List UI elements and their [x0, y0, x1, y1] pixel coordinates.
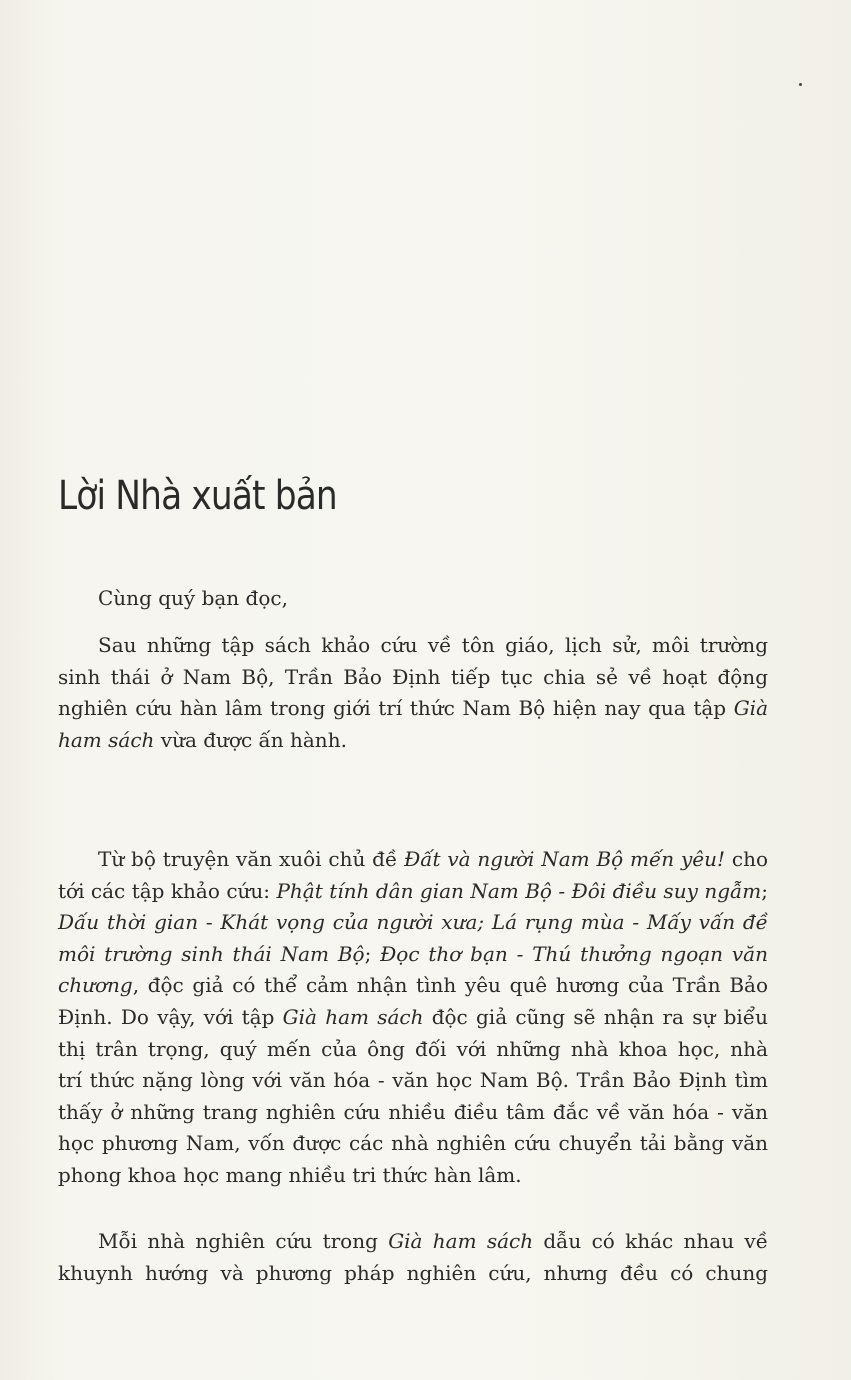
salutation-paragraph [98, 583, 768, 615]
italic-title-text: môi trường sinh thái Nam Bộ [58, 941, 365, 966]
body-text: khuynh hướng và phương pháp nghiên cứu, nhưng đều có chung [58, 1260, 768, 1285]
text-line [58, 662, 768, 694]
text-line [58, 876, 768, 908]
body-text: phong khoa học mang nhiều tri thức hàn lâm. [58, 1162, 522, 1187]
text-line [58, 630, 768, 662]
text-line [58, 1226, 768, 1258]
italic-title-text: Già [733, 696, 768, 721]
ink-speck [799, 83, 802, 86]
italic-title-text: Già ham sách [388, 1229, 534, 1253]
body-text: ; [364, 941, 381, 966]
body-text: vừa được ấn hành. [154, 727, 347, 752]
text-line [58, 970, 768, 1002]
body-text: trí thức nặng lòng với văn hóa - văn học Nam Bộ. Trần Bảo Định tìm [58, 1068, 768, 1093]
text-line [58, 693, 768, 725]
body-text: thị trân trọng, quý mến của ông đối với những nhà khoa học, nhà [58, 1036, 768, 1061]
paragraph-1 [58, 630, 768, 756]
salutation-text: Cùng quý bạn đọc, [98, 586, 288, 610]
italic-title-text: Phật tính dân gian Nam Bộ - Đôi điều suy ngẫm [276, 878, 762, 903]
text-line [58, 907, 768, 939]
italic-title-text: Dấu thời gian - Khát vọng của người xưa; Lá rụng mùa - Mấy vấn đề [58, 910, 768, 935]
text-line [58, 1097, 768, 1129]
body-text: độc giả cũng sẽ nhận ra sự biểu [423, 1004, 768, 1029]
italic-title-text: ham sách [58, 727, 155, 752]
text-line [58, 725, 768, 757]
body-text: ; [761, 878, 768, 903]
body-text: Mỗi nhà nghiên cứu trong [98, 1229, 389, 1253]
paragraph-2 [58, 844, 768, 1192]
text-line [58, 1065, 768, 1097]
text-line [58, 1034, 768, 1066]
text-line [58, 1128, 768, 1160]
text-line [58, 844, 768, 876]
body-text: thấy ở những trang nghiên cứu nhiều điều tâm đắc về văn hóa - văn [58, 1099, 768, 1124]
page-heading: Lời Nhà xuất bản [58, 473, 337, 519]
text-line [58, 939, 768, 971]
body-text: dẫu có khác nhau về [533, 1229, 768, 1253]
text-line [58, 1160, 768, 1192]
italic-title-text: Đọc thơ bạn - Thú thưởng ngoạn văn [380, 941, 768, 966]
text-line [58, 1002, 768, 1034]
body-text: Định. Do vậy, với tập [58, 1004, 283, 1029]
body-text: , độc giả có thể cảm nhận tình yêu quê hương của Trần Bảo [132, 973, 768, 998]
body-text: Sau những tập sách khảo cứu về tôn giáo, lịch sử, môi trường [98, 633, 768, 657]
body-text: cho [725, 847, 768, 871]
body-text: nghiên cứu hàn lâm trong giới trí thức Nam Bộ hiện nay qua tập [58, 696, 734, 721]
paragraph-3 [58, 1226, 768, 1289]
body-text: Từ bộ truyện văn xuôi chủ đề [98, 847, 405, 871]
body-text: học phương Nam, vốn được các nhà nghiên cứu chuyển tải bằng văn [58, 1131, 768, 1156]
body-text: sinh thái ở Nam Bộ, Trần Bảo Định tiếp tục chia sẻ về hoạt động [58, 664, 768, 689]
italic-title-text: Già ham sách [282, 1004, 424, 1029]
italic-title-text: Đất và người Nam Bộ mến yêu! [404, 847, 726, 871]
italic-title-text: chương [58, 973, 133, 998]
bleed-through-texture [96, 150, 796, 710]
text-line [58, 1258, 768, 1290]
body-text: tới các tập khảo cứu: [58, 878, 277, 903]
